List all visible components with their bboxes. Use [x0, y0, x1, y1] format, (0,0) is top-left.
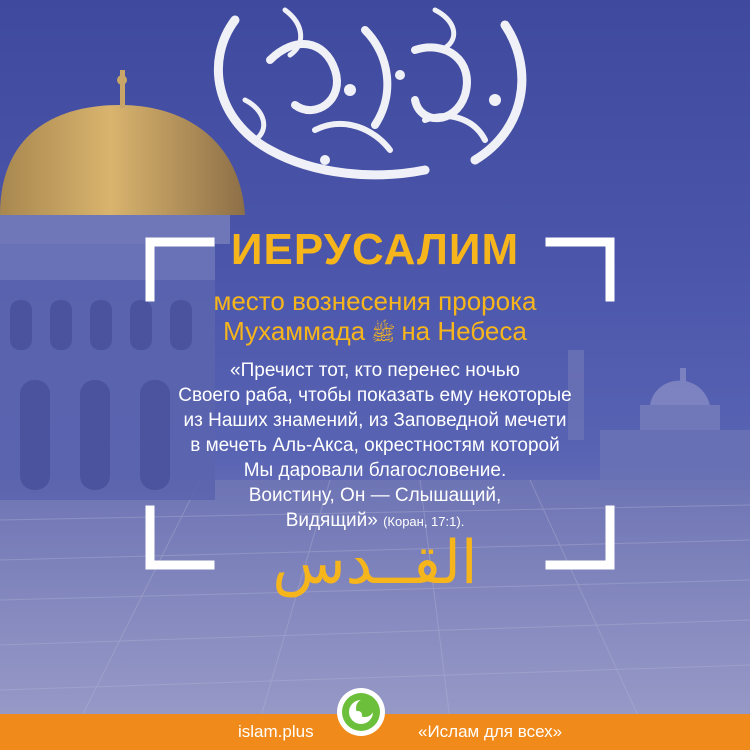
- page-title: ИЕРУСАЛИМ: [230, 225, 520, 274]
- subtitle-line-1: место вознесения пророка: [213, 286, 537, 316]
- quote-line: «Пречист тот, кто перенес ночью: [230, 360, 520, 381]
- quote-line: Мы даровали благословение.: [243, 460, 507, 481]
- calligraphy-emblem: [175, 0, 575, 200]
- quran-quote: [120, 358, 630, 534]
- pbuh-symbol: ﷺ: [371, 323, 396, 345]
- quote-line: из Наших знамений, из Заповедной мечети: [183, 410, 567, 431]
- quote-line: Своего раба, чтобы показать ему некоторые: [178, 385, 572, 406]
- prophet-name: Мухаммада: [223, 316, 366, 346]
- islam-plus-logo-icon[interactable]: [336, 687, 386, 737]
- arabic-al-quds: القــدس: [272, 528, 478, 598]
- quote-line: Воистину, Он — Слышащий,: [248, 485, 502, 506]
- quote-line: в мечеть Аль-Акса, окрестностям которой: [190, 435, 560, 456]
- subtitle-line-2: [0, 316, 750, 350]
- quote-last-words: Видящий»: [285, 510, 378, 531]
- footer-site-link[interactable]: islam.plus: [238, 722, 314, 741]
- quote-source: (Коран, 17:1).: [383, 514, 465, 529]
- footer-slogan: «Ислам для всех»: [418, 722, 563, 741]
- subtitle-line-2-rest: на Небеса: [401, 316, 527, 346]
